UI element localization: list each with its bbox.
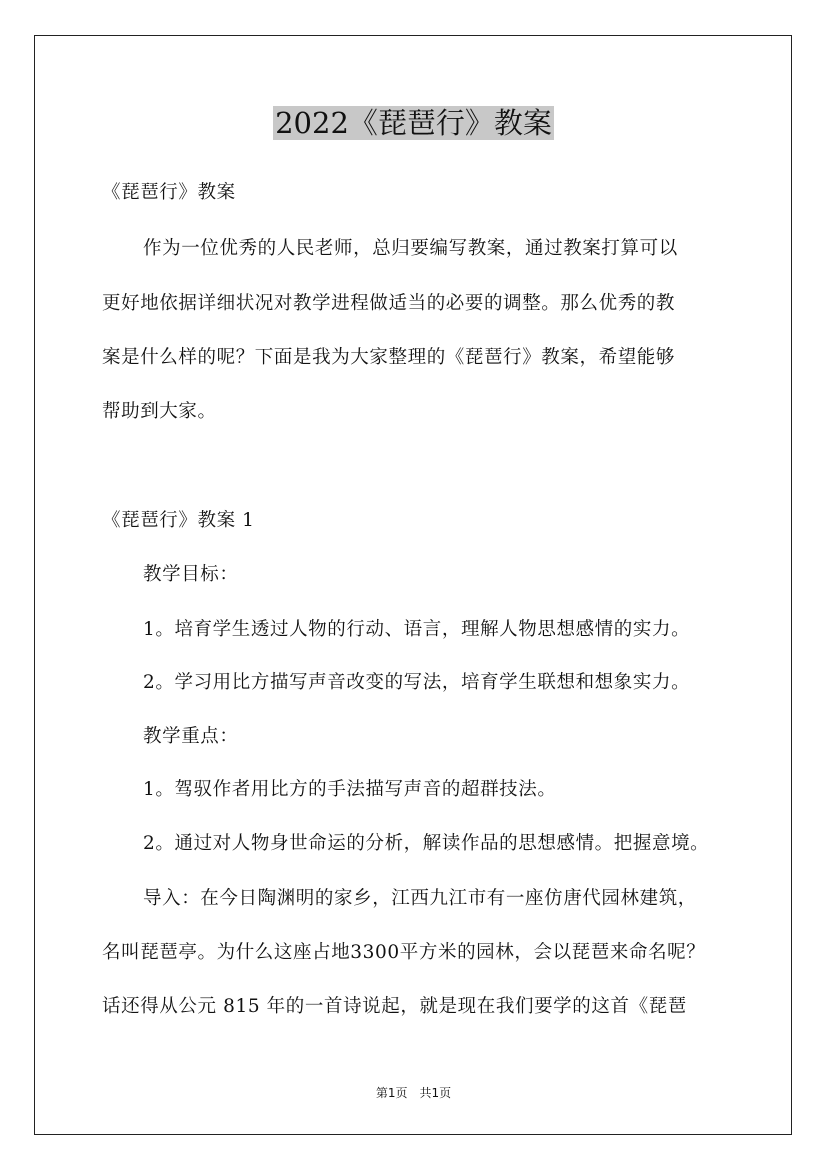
body-line: 1。培育学生透过人物的行动、语言，理解人物思想感情的实力。 xyxy=(143,619,691,640)
body-line: 教学目标： xyxy=(143,564,239,585)
body-line: 话还得从公元 815 年的一首诗说起，就是现在我们要学的这首《琵琶 xyxy=(102,996,687,1017)
body-line: 1。驾驭作者用比方的手法描写声音的超群技法。 xyxy=(143,779,557,800)
page-footer: 第1页 共1页 xyxy=(375,1086,452,1100)
body-line: 2。通过对人物身世命运的分析，解读作品的思想感情。把握意境。 xyxy=(143,833,710,854)
intro-line: 案是什么样的呢？下面是我为大家整理的《琵琶行》教案，希望能够 xyxy=(102,347,676,368)
document-subtitle: 《琵琶行》教案 xyxy=(102,182,236,203)
intro-line: 帮助到大家。 xyxy=(102,401,217,422)
body-line: 导入：在今日陶渊明的家乡，江西九江市有一座仿唐代园林建筑， xyxy=(143,888,697,909)
section-heading: 《琵琶行》教案 1 xyxy=(102,510,255,531)
intro-line: 更好地依据详细状况对教学进程做适当的必要的调整。那么优秀的教 xyxy=(102,293,676,314)
body-line: 名叫琵琶亭。为什么这座占地3300平方米的园林，会以琵琶来命名呢？ xyxy=(102,942,706,963)
intro-line: 作为一位优秀的人民老师，总归要编写教案，通过教案打算可以 xyxy=(143,238,678,259)
document-title xyxy=(0,104,827,142)
body-line: 2。学习用比方描写声音改变的写法，培育学生联想和想象实力。 xyxy=(143,672,691,693)
document-title-text: 2022《琵琶行》教案 xyxy=(275,106,552,140)
body-line: 教学重点： xyxy=(143,726,239,747)
